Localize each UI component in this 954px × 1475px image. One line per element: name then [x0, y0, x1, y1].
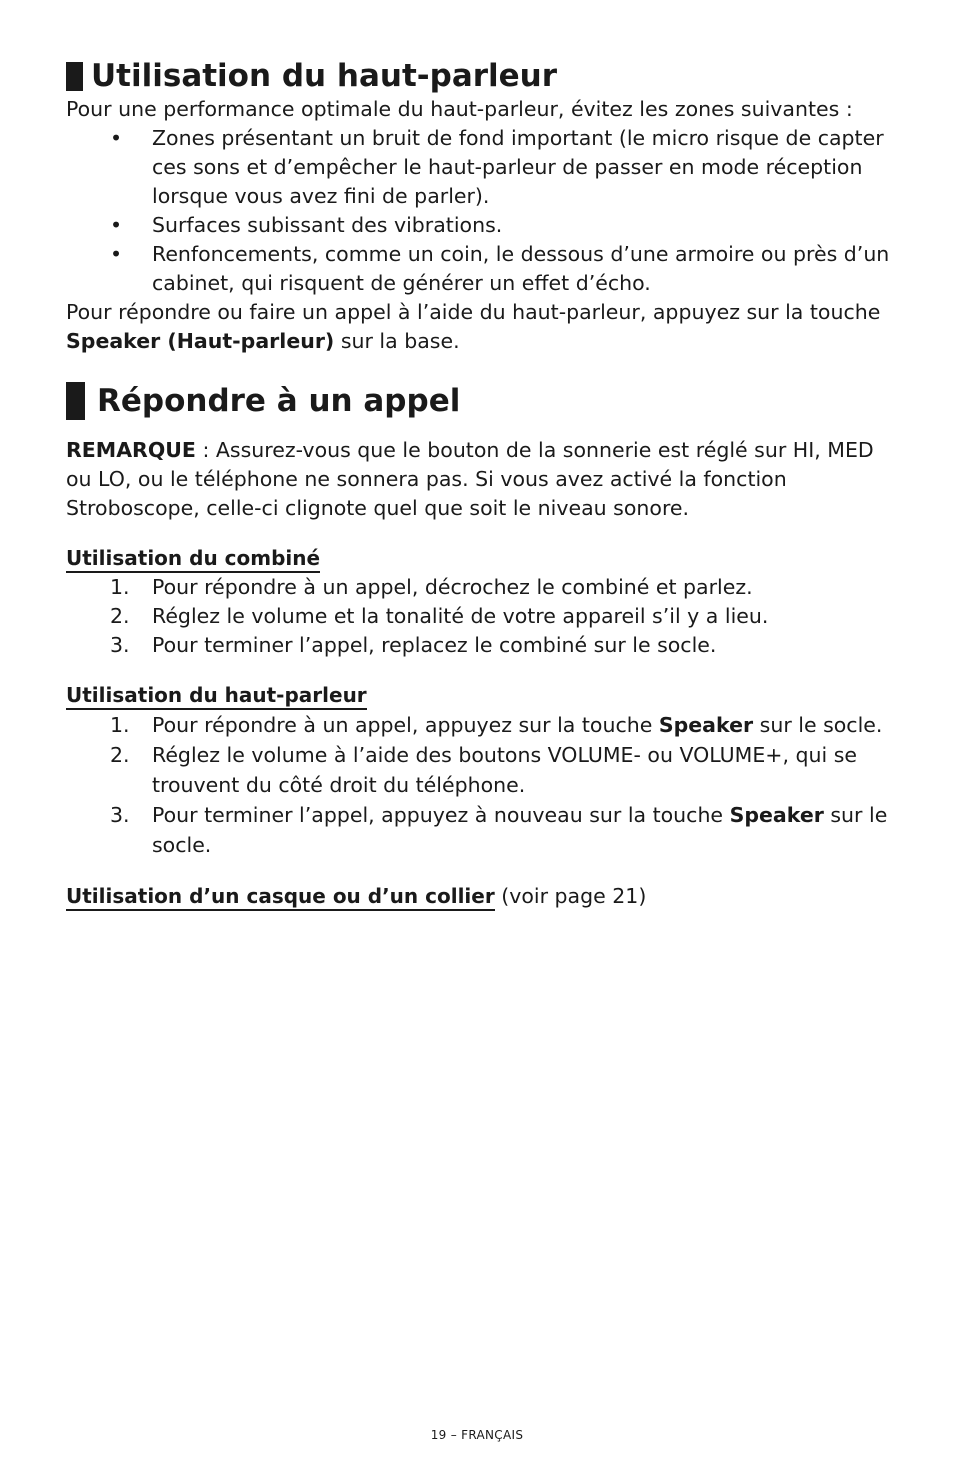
- section-title-speakerphone: [66, 58, 896, 95]
- subheading-speaker: Utilisation du haut-parleur: [66, 682, 367, 710]
- list-item: 1. Pour répondre à un appel, décrochez le combiné et parlez.: [110, 575, 753, 600]
- list-item: • Renfoncements, comme un coin, le dessous d’une armoire ou près d’un cabinet, qui risquent de générer un effet d’écho.: [110, 242, 890, 296]
- headset-line: [66, 882, 896, 911]
- section-title-answer-call: [66, 382, 896, 420]
- list-item: • Surfaces subissant des vibrations.: [110, 211, 896, 240]
- list-item: • Zones présentant un bruit de fond important (le micro risque de capter ces sons et d’empêcher le haut-parleur de passer en mode réception lorsque vous avez fini de parler).: [110, 126, 884, 209]
- subheading-headset: Utilisation d’un casque ou d’un collier: [66, 883, 495, 911]
- speaker-key-name: Speaker (Haut-parleur): [66, 329, 335, 354]
- subheading-handset: Utilisation du combiné: [66, 545, 320, 573]
- intro-paragraph: Pour une performance optimale du haut-parleur, évitez les zones suivantes :: [66, 97, 853, 122]
- page-reference: (voir page 21): [494, 884, 647, 909]
- section-marker-icon: [66, 382, 85, 420]
- list-item: 1. Pour répondre à un appel, appuyez sur la touche Speaker sur le socle.: [110, 713, 883, 738]
- section-marker-icon: [66, 62, 83, 91]
- list-item: 2. Réglez le volume à l’aide des boutons VOLUME- ou VOLUME+, qui se trouvent du côté droit du téléphone.: [110, 743, 858, 798]
- avoid-zones-list: [66, 124, 896, 298]
- note-label: REMARQUE: [66, 438, 196, 463]
- bullet-icon: •: [110, 126, 123, 151]
- speaker-instruction-paragraph: Pour répondre ou faire un appel à l’aide du haut-parleur, appuyez sur la touche Speaker (Haut-parleur) sur la base.: [66, 300, 881, 354]
- handset-steps-list: [66, 573, 896, 660]
- list-item: 3. Pour terminer l’appel, replacez le combiné sur le socle.: [110, 633, 717, 658]
- section-title-text: Utilisation du haut-parleur: [91, 58, 558, 94]
- list-item: 2. Réglez le volume et la tonalité de votre appareil s’il y a lieu.: [110, 604, 769, 629]
- page-footer: 19 – FRANÇAIS: [430, 1428, 524, 1442]
- section-title-text: Répondre à un appel: [97, 382, 461, 419]
- page-content: [66, 58, 896, 911]
- bullet-icon: •: [110, 213, 123, 238]
- bullet-icon: •: [110, 242, 123, 267]
- list-item: 3. Pour terminer l’appel, appuyez à nouveau sur la touche Speaker sur le socle.: [110, 803, 888, 858]
- speaker-steps-list: [66, 710, 896, 860]
- note-paragraph: REMARQUE : Assurez-vous que le bouton de la sonnerie est réglé sur HI, MED ou LO, ou le téléphone ne sonnera pas. Si vous avez activé la fonction Stroboscope, celle-ci clignote quel que soit le niveau sonore.: [66, 438, 874, 521]
